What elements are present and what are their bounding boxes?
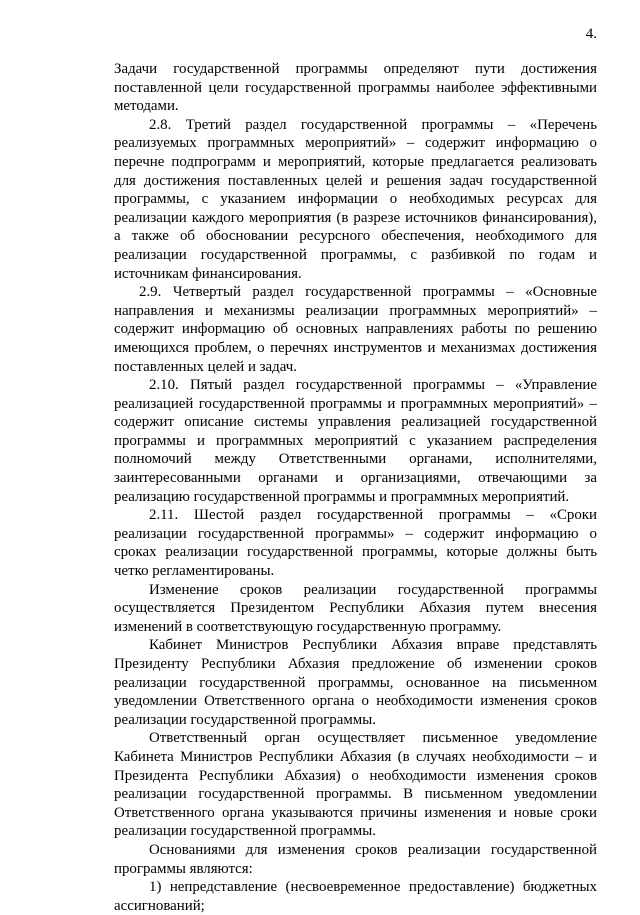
page-number: 4. (585, 26, 597, 42)
paragraph-cabinet-proposal: Кабинет Министров Республики Абхазия вправе представлять Президенту Республики Абхазия предложение об изменении сроков реализации государственной программы, основанное на письменном уведомлении Ответственного органа о необходимости изменения сроков реализации государственной программы. (114, 637, 597, 728)
list-item-1: 1) непредставление (несвоевременное предоставление) бюджетных ассигнований; (114, 879, 597, 914)
paragraph-tasks-intro: Задачи государственной программы определяют пути достижения поставленной цели государственной программы наиболее эффективными методами. (114, 61, 597, 115)
document-body (114, 60, 597, 915)
paragraph-2-8: 2.8. Третий раздел государственной программы – «Перечень реализуемых программных мероприятий» – содержит информацию о перечне подпрограмм и мероприятий, которые предлагается реализовать для достижения поставленных целей и решения задач государственной программы, с указанием информации о необходимых ресурсах для реализации каждого мероприятия (в разрезе источников финансирования), а также об обосновании ресурсного обеспечения, необходимого для реализации государственной программы, с разбивкой по годам и источникам финансирования. (114, 116, 597, 282)
paragraph-grounds: Основаниями для изменения сроков реализации государственной программы являются: (114, 841, 597, 877)
paragraph-2-9: 2.9. Четвертый раздел государственной программы – «Основные направления и механизмы реализации программных мероприятий» – содержит информацию об основных направлениях работы по решению имеющихся проблем, о перечнях инструментов и механизмах достижения поставленных целей и задач. (114, 284, 597, 375)
paragraph-term-change: Изменение сроков реализации государственной программы осуществляется Президентом Республики Абхазия путем внесения изменений в соответствующую государственную программу. (114, 581, 597, 635)
paragraph-2-10: 2.10. Пятый раздел государственной программы – «Управление реализацией государственной программы и программных мероприятий» – содержит описание системы управления реализацией государственной программы и программных мероприятий с указанием распределения полномочий между Ответственными органами, исполнителями, заинтересованными органами и организациями, отвечающими за реализацию государственной программы и программных мероприятий. (114, 377, 597, 505)
paragraph-2-11: 2.11. Шестой раздел государственной программы – «Сроки реализации государственной программы» – содержит информацию о сроках реализации государственной программы, которые должны быть четко регламентированы. (114, 507, 597, 580)
paragraph-responsible-notice: Ответственный орган осуществляет письменное уведомление Кабинета Министров Республики Абхазия (в случаях необходимости – и Президента Республики Абхазия) о необходимости изменения сроков реализации государственной программы. В письменном уведомлении Ответственного органа указываются причины изменения и новые сроки реализации государственной программы. (114, 730, 597, 840)
